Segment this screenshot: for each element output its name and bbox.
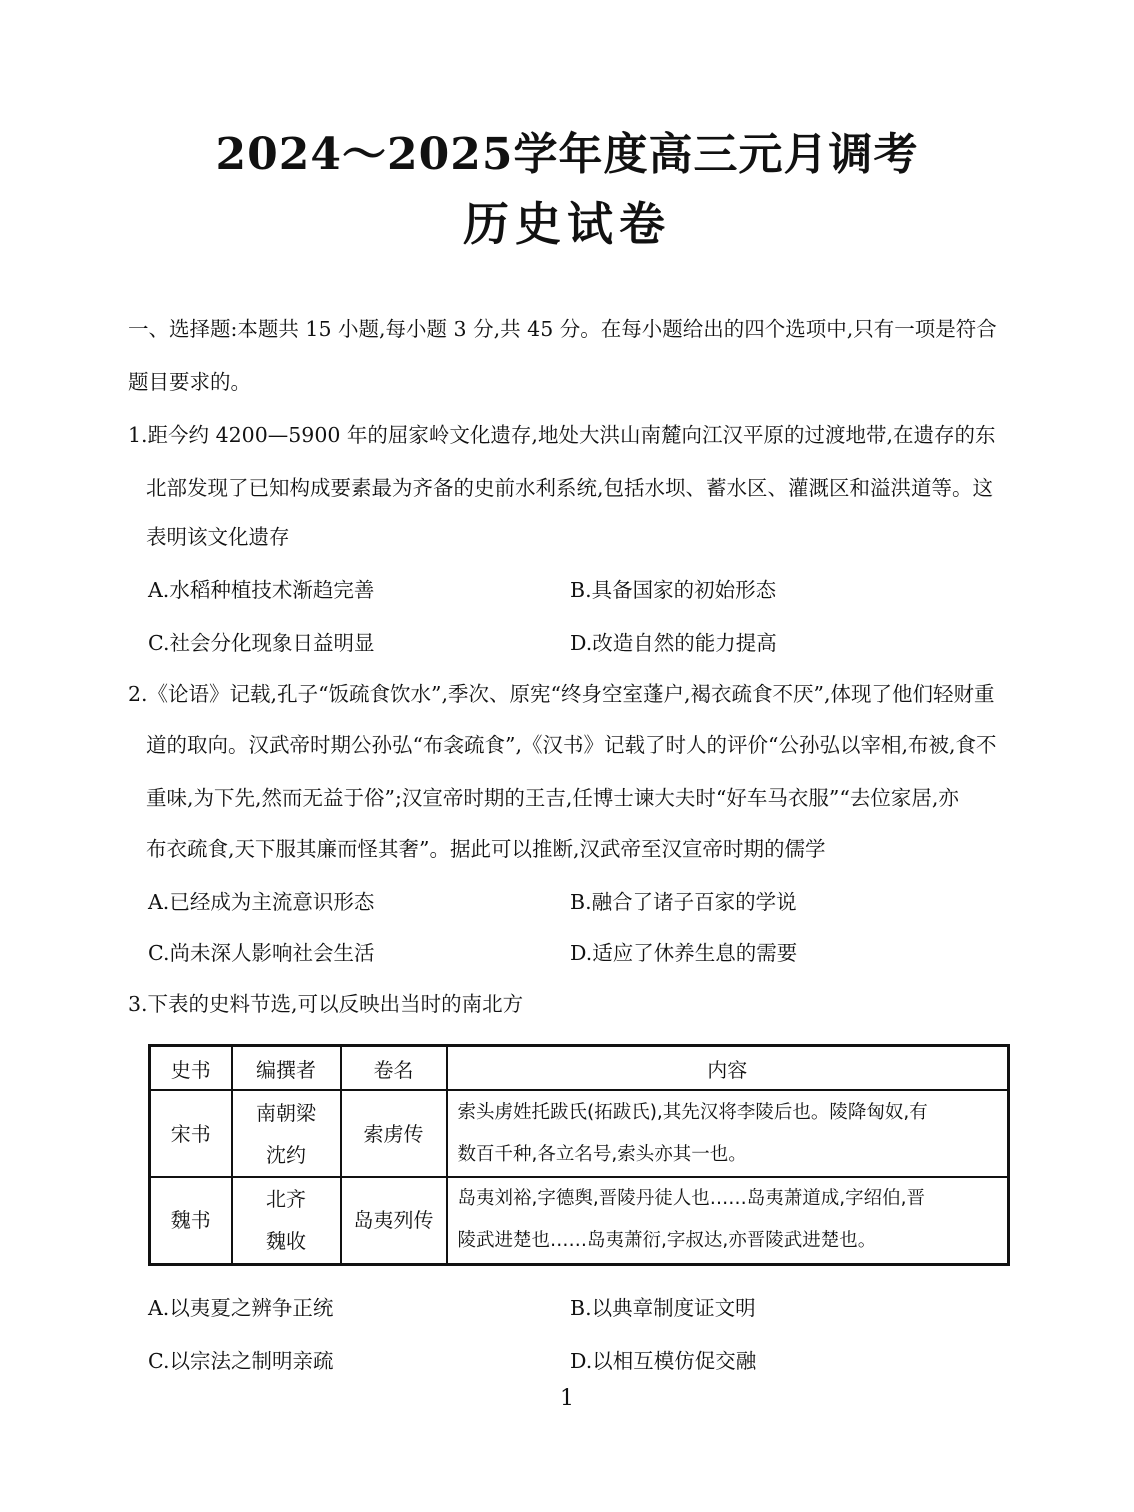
q2-option-a: A.已经成为主流意识形态 — [148, 890, 375, 914]
page-number: 1 — [560, 1386, 574, 1411]
author-name: 魏收 — [266, 1229, 306, 1254]
cell-book: 宋书 — [150, 1090, 232, 1177]
q1-option-c: C.社会分化现象日益明显 — [148, 631, 375, 655]
q2-stem-line3: 重味,为下先,然而无益于俗”;汉宣帝时期的王吉,任博士谏大夫时“好车马衣服”“去位家居,亦 — [146, 786, 959, 810]
content-line: 数百千种,各立名号,索头亦其一也。 — [457, 1143, 747, 1165]
q1-stem-line3: 表明该文化遗存 — [146, 525, 290, 549]
q1-option-d: D.改造自然的能力提高 — [570, 631, 777, 655]
q2-stem-line4: 布衣疏食,天下服其廉而怪其奢”。据此可以推断,汉武帝至汉宣帝时期的儒学 — [146, 837, 826, 861]
table-row — [150, 1090, 1009, 1177]
q3-option-b: B.以典章制度证文明 — [570, 1296, 756, 1320]
author-dynasty: 南朝梁 — [256, 1100, 316, 1125]
section-instruction-line1: 一、选择题:本题共 15 小题,每小题 3 分,共 45 分。在每小题给出的四个选项中,只有一项是符合 — [128, 317, 997, 341]
q1-option-b: B.具备国家的初始形态 — [570, 578, 777, 602]
header-volume: 卷名 — [341, 1046, 447, 1091]
q2-option-b: B.融合了诸子百家的学说 — [570, 890, 797, 914]
cell-content — [447, 1177, 1009, 1264]
table-header-row — [150, 1046, 1009, 1091]
table-row — [150, 1177, 1009, 1264]
exam-title: 2024～2025学年度高三元月调考 — [215, 129, 919, 180]
cell-volume: 岛夷列传 — [341, 1177, 447, 1264]
q3-option-d: D.以相互模仿促交融 — [570, 1349, 757, 1373]
q1-stem-line1: 1.距今约 4200—5900 年的屈家岭文化遗存,地处大洪山南麓向江汉平原的过渡地带,在遗存的东 — [128, 423, 996, 447]
header-book: 史书 — [150, 1046, 232, 1091]
q3-option-c: C.以宗法之制明亲疏 — [148, 1349, 334, 1373]
cell-book: 魏书 — [150, 1177, 232, 1264]
q3-stem: 3.下表的史料节选,可以反映出当时的南北方 — [128, 992, 524, 1016]
q2-stem-line2: 道的取向。汉武帝时期公孙弘“布衾疏食”,《汉书》记载了时人的评价“公孙弘以宰相,布被,食不 — [146, 733, 997, 757]
exam-subtitle: 历史试卷 — [463, 197, 671, 251]
header-author: 编撰者 — [232, 1046, 341, 1091]
section-instruction-line2: 题目要求的。 — [128, 370, 251, 394]
q1-stem-line2: 北部发现了已知构成要素最为齐备的史前水利系统,包括水坝、蓄水区、灌溉区和溢洪道等。这 — [146, 476, 994, 500]
header-content: 内容 — [447, 1046, 1009, 1091]
content-line: 陵武进楚也……岛夷萧衍,字叔达,亦晋陵武进楚也。 — [457, 1230, 877, 1252]
author-dynasty: 北齐 — [266, 1187, 306, 1212]
q2-stem-line1: 2.《论语》记载,孔子“饭疏食饮水”,季次、原宪“终身空室蓬户,褐衣疏食不厌”,体现了他们轻财重 — [128, 682, 995, 706]
q2-option-d: D.适应了休养生息的需要 — [570, 941, 798, 965]
cell-author — [232, 1090, 341, 1177]
q2-option-c: C.尚未深人影响社会生活 — [148, 941, 375, 965]
cell-volume: 索虏传 — [341, 1090, 447, 1177]
source-table — [148, 1044, 1010, 1266]
cell-author — [232, 1177, 341, 1264]
author-name: 沈约 — [266, 1142, 306, 1167]
q3-option-a: A.以夷夏之辨争正统 — [148, 1296, 334, 1320]
q1-option-a: A.水稻种植技术渐趋完善 — [148, 578, 375, 602]
content-line: 索头虏姓托跋氏(拓跋氏),其先汉将李陵后也。陵降匈奴,有 — [457, 1101, 928, 1123]
content-line: 岛夷刘裕,字德舆,晋陵丹徒人也……岛夷萧道成,字绍伯,晋 — [457, 1188, 926, 1210]
cell-content — [447, 1090, 1009, 1177]
